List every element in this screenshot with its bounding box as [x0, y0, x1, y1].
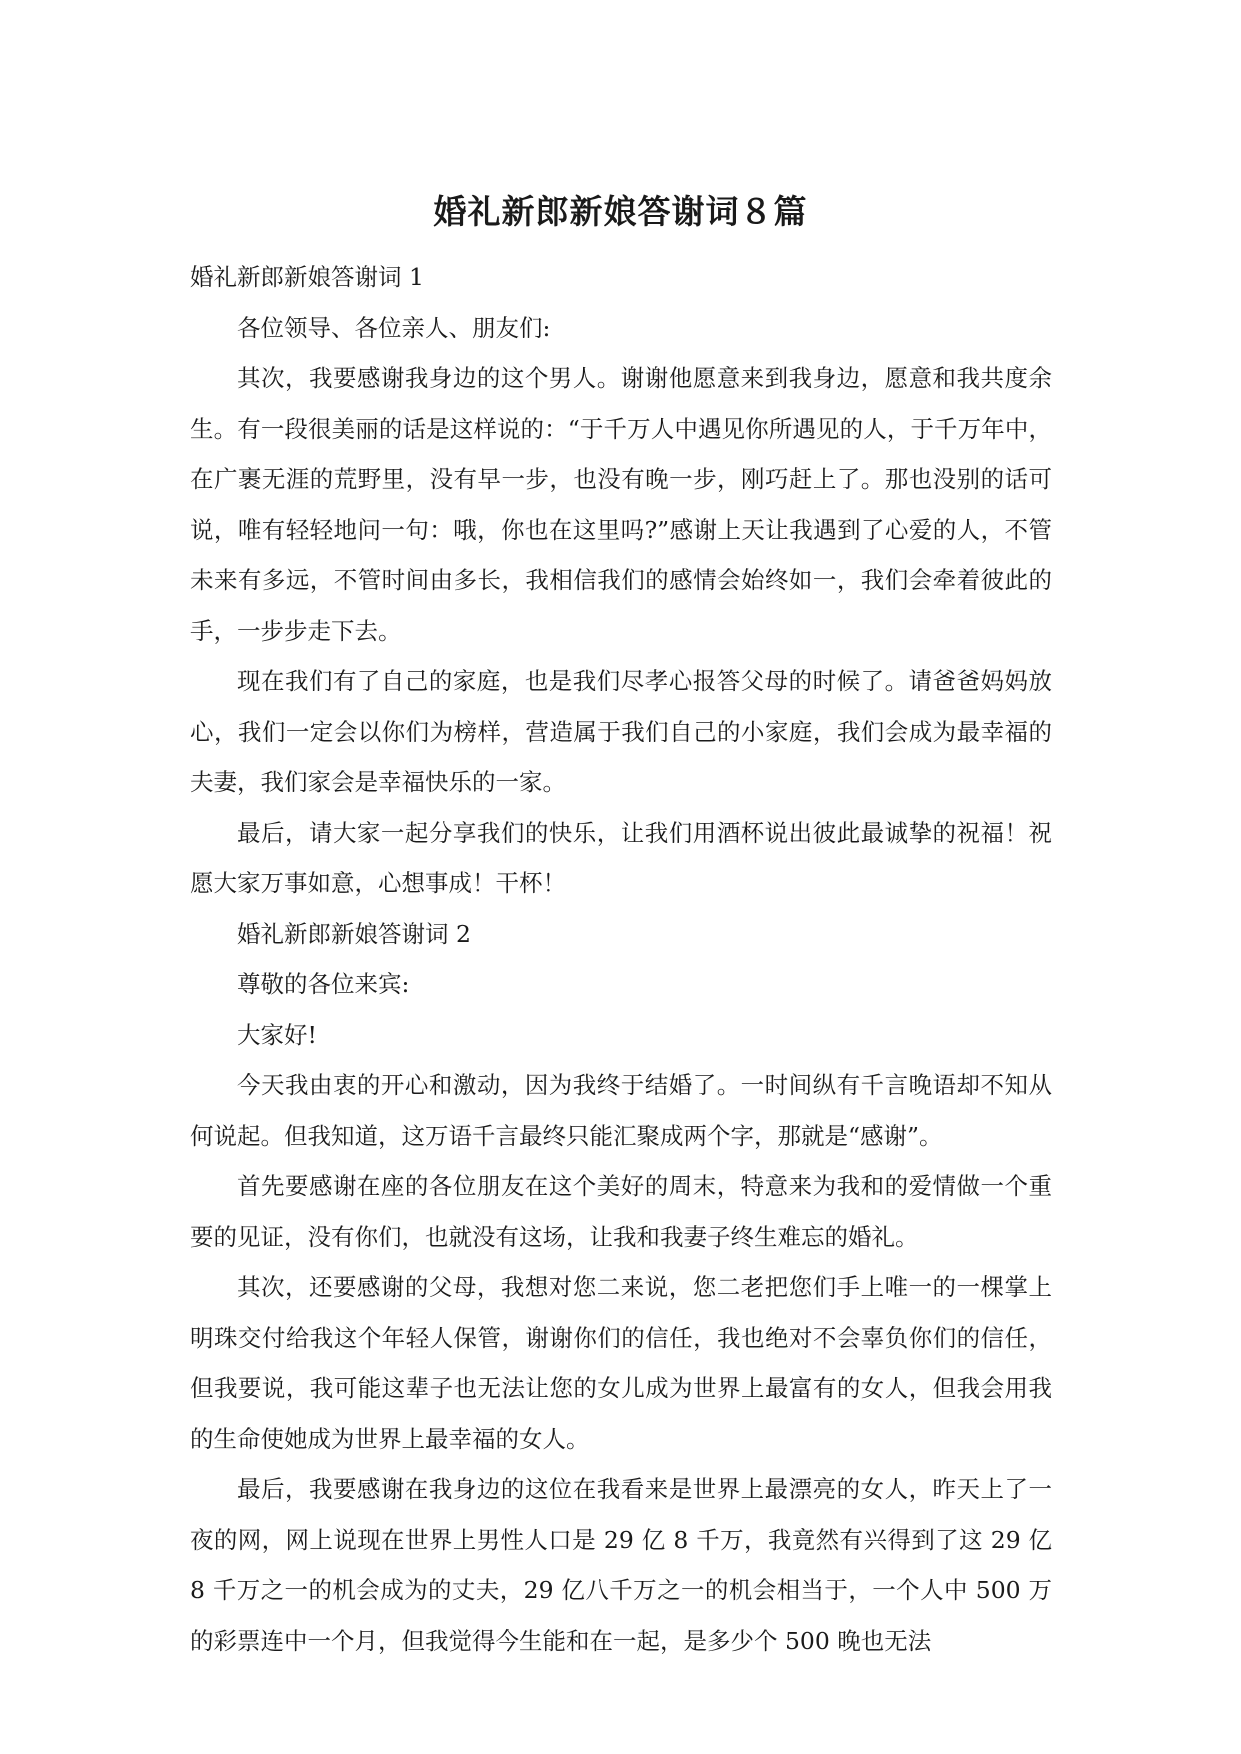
paragraph: 首先要感谢在座的各位朋友在这个美好的周末，特意来为我和的爱情做一个重要的见证，没有你们，也就没有这场，让我和我妻子终生难忘的婚礼。 [190, 1172, 1052, 1251]
document-body [190, 252, 1052, 1666]
greeting: 大家好! [237, 1020, 317, 1049]
paragraph: 其次，我要感谢我身边的这个男人。谢谢他愿意来到我身边，愿意和我共度余生。有一段很美丽的话是这样说的：“于千万人中遇见你所遇见的人，于千万年中，在广裹无涯的荒野里，没有早一步，也没有晚一步，刚巧赶上了。那也没别的话可说，唯有轻轻地问一句：哦，你也在这里吗?”感谢上天让我遇到了心爱的人，不管未来有多远，不管时间由多长，我相信我们的感情会始终如一，我们会牵着彼此的手，一步步走下去。 [190, 364, 1052, 645]
section-heading-2: 婚礼新郎新娘答谢词 2 [237, 919, 471, 948]
document-title: 婚礼新郎新娘答谢词８篇 [433, 192, 808, 231]
paragraph: 现在我们有了自己的家庭，也是我们尽孝心报答父母的时候了。请爸爸妈妈放心，我们一定会以你们为榜样，营造属于我们自己的小家庭，我们会成为最幸福的夫妻，我们家会是幸福快乐的一家。 [190, 667, 1052, 796]
paragraph: 今天我由衷的开心和激动，因为我终于结婚了。一时间纵有千言晚语却不知从何说起。但我知道，这万语千言最终只能汇聚成两个字，那就是“感谢”。 [190, 1071, 1052, 1150]
salutation-1: 各位领导、各位亲人、朋友们: [237, 313, 551, 342]
paragraph: 最后，我要感谢在我身边的这位在我看来是世界上最漂亮的女人，昨天上了一夜的网，网上说现在世界上男性人口是 29 亿 8 千万，我竟然有兴得到了这 29 亿 8 千万之一的机会成为的丈夫，29 亿八千万之一的机会相当于，一个人中 500 万的彩票连中一个月，但我觉得今生能和在一起，是多少个 500 晚也无法 [190, 1475, 1052, 1655]
paragraph: 其次，还要感谢的父母，我想对您二来说，您二老把您们手上唯一的一棵掌上明珠交付给我这个年轻人保管，谢谢你们的信任，我也绝对不会辜负你们的信任，但我要说，我可能这辈子也无法让您的女儿成为世界上最富有的女人，但我会用我的生命使她成为世界上最幸福的女人。 [190, 1273, 1052, 1453]
salutation-2: 尊敬的各位来宾: [237, 970, 410, 998]
section-heading-1: 婚礼新郎新娘答谢词 1 [190, 263, 424, 291]
paragraph: 最后，请大家一起分享我们的快乐，让我们用酒杯说出彼此最诚挚的祝福！祝愿大家万事如意，心想事成！干杯！ [190, 818, 1052, 897]
